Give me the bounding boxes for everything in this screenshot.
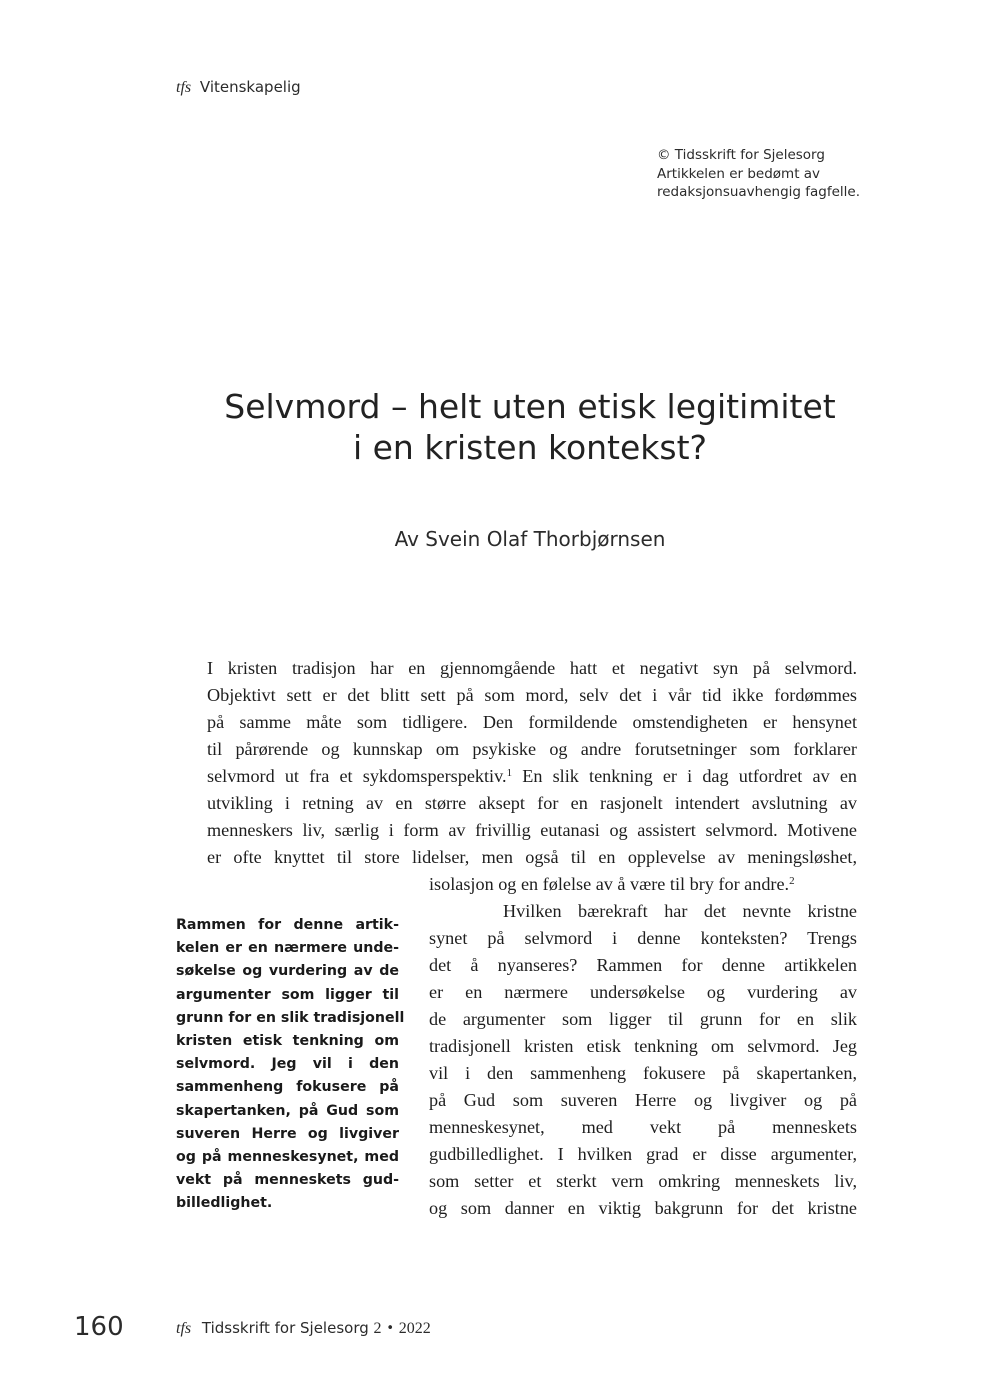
- body-line: [207, 763, 857, 790]
- body-line: på samme måte som tidligere. Den formildende omstendigheten er hensynet: [207, 712, 857, 732]
- body-text-span: isolasjon og en følelse av å være til bry for andre.: [429, 874, 790, 894]
- body-line: til pårørende og kunnskap om psykiske og andre forutsetninger som forklarer: [207, 739, 857, 759]
- pull-quote-line: sammenheng fokusere på: [176, 1079, 399, 1096]
- body-line: er ofte knyttet til store lidelser, men også til en opplevelse av meningsløshet,: [207, 847, 857, 867]
- pull-quote-line: kristen etisk tenkning om: [176, 1033, 399, 1050]
- pull-quote: [176, 914, 405, 1216]
- issue-number: 2: [373, 1320, 382, 1337]
- page-number: 160: [74, 1312, 124, 1342]
- body-line: [429, 871, 857, 898]
- body-line: gudbilledlighet. I hvilken grad er disse argumenter,: [429, 1144, 857, 1164]
- pull-quote-line: og på menneskesynet, med: [176, 1149, 399, 1166]
- body-line: menneskers liv, særlig i form av frivillig eutanasi og assistert selvmord. Motivene: [207, 820, 857, 840]
- body-column: [429, 871, 857, 1222]
- running-head: [176, 77, 301, 98]
- journal-name: Tidsskrift for Sjelesorg: [201, 1319, 369, 1337]
- pull-quote-line: billedlighet.: [176, 1195, 273, 1212]
- pull-quote-line: selvmord. Jeg vil i den: [176, 1056, 399, 1073]
- footer: [176, 1317, 431, 1340]
- footnote-ref[interactable]: 2: [789, 875, 795, 887]
- intro-paragraph: [207, 655, 857, 871]
- body-line: menneskesynet, med vekt på menneskets: [429, 1117, 857, 1137]
- body-line: tradisjonell kristen etisk tenkning om selvmord. Jeg: [429, 1036, 857, 1056]
- pull-quote-line: grunn for en slik tradisjonell: [176, 1009, 405, 1026]
- journal-abbr: tfs: [176, 79, 192, 96]
- body-text-span: selvmord ut fra et sykdomsperspektiv.: [207, 766, 507, 786]
- separator-dot: •: [386, 1321, 394, 1336]
- body-line: Objektivt sett er det blitt sett på som mord, selv det i vår tid ikke fordømmes: [207, 685, 857, 705]
- article-title: [150, 386, 910, 468]
- byline: Av Svein Olaf Thorbjørnsen: [394, 527, 666, 551]
- body-text-span: Hvilken bærekraft har det nevnte kristne: [503, 901, 857, 921]
- body-line: vil i den sammenheng fokusere på skapertanken,: [429, 1063, 857, 1083]
- body-text-span: En slik tenkning er i dag utfordret av en: [522, 766, 857, 786]
- body-line: de argumenter som ligger til grunn for en slik: [429, 1009, 857, 1029]
- copyright-line: Artikkelen er bedømt av: [657, 165, 821, 182]
- pull-quote-line: kelen er en nærmere unde-: [176, 940, 399, 957]
- body-line: og som danner en viktig bakgrunn for det kristne: [429, 1198, 857, 1218]
- pull-quote-line: søkelse og vurdering av de: [176, 963, 399, 980]
- pull-quote-line: suveren Herre og livgiver: [176, 1125, 399, 1142]
- journal-abbr: tfs: [176, 1320, 192, 1337]
- pull-quote-line: vekt på menneskets gud-: [176, 1172, 399, 1189]
- body-line: er en nærmere undersøkelse og vurdering av: [429, 982, 857, 1002]
- issue-year: 2022: [398, 1320, 431, 1337]
- copyright-line: redaksjonsuavhengig fagfelle.: [657, 184, 861, 200]
- section-label: Vitenskapelig: [199, 78, 301, 96]
- body-line: utvikling i retning av en større aksept for en rasjonelt intendert avslutning av: [207, 793, 857, 813]
- body-line: synet på selvmord i denne konteksten? Trengs: [429, 928, 857, 948]
- copyright-notice: [657, 146, 917, 202]
- body-line: [429, 898, 857, 925]
- pull-quote-line: skapertanken, på Gud som: [176, 1102, 399, 1119]
- body-line: det å nyanseres? Rammen for denne artikkelen: [429, 955, 857, 975]
- copyright-line: © Tidsskrift for Sjelesorg: [657, 147, 825, 163]
- pull-quote-line: Rammen for denne artik-: [176, 917, 399, 933]
- body-line: som setter et sterkt vern omkring menneskets liv,: [429, 1171, 857, 1191]
- title-line: Selvmord – helt uten etisk legitimitet: [224, 387, 836, 426]
- body-line: I kristen tradisjon har en gjennomgående hatt et negativt syn på selvmord.: [207, 658, 857, 678]
- body-line: på Gud som suveren Herre og livgiver og på: [429, 1090, 857, 1110]
- title-line: i en kristen kontekst?: [352, 428, 708, 467]
- pull-quote-line: argumenter som ligger til: [176, 986, 399, 1003]
- footnote-ref[interactable]: 1: [506, 767, 513, 779]
